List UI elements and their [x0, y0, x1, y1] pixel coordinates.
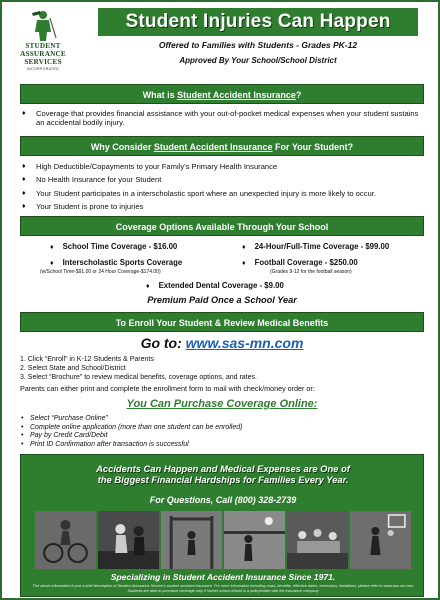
- list-item: • Print ID Confirmation after transaction is successful: [20, 441, 424, 450]
- photo-bike: [35, 511, 96, 569]
- bar-underline: Student Accident Insurance: [153, 142, 273, 152]
- coverage-dental: ♦ Extended Dental Coverage - $9.00: [146, 281, 284, 290]
- list-item: 2. Select State and School/District: [20, 364, 126, 372]
- photo-strip: [35, 511, 411, 569]
- bar-prefix: Why Consider: [90, 142, 154, 152]
- section-bar-enroll: To Enroll Your Student & Review Medical Benefits: [20, 312, 424, 332]
- goto-line: [20, 335, 424, 351]
- photo-basketball: [350, 511, 411, 569]
- footer-headline: Accidents Can Happen and Medical Expenses are One of the Biggest Financial Hardships for Families Every Year.: [96, 463, 350, 485]
- why-consider-list: [20, 162, 424, 216]
- coverage-football: ♦ Football Coverage - $250.00: [242, 258, 358, 267]
- list-item: ♦ Your Student participates in a interscholastic sport where an unexpected injury is more likely to occur.: [22, 188, 376, 198]
- section-bar-why-consider: [20, 136, 424, 156]
- goto-label: Go to:: [140, 335, 182, 351]
- what-is-list: [20, 109, 424, 132]
- coverage-football-note: (Grades 9-12 for the football season): [270, 269, 352, 275]
- logo-line-1: STUDENT: [25, 42, 61, 50]
- coverage-school-time: ♦ School Time Coverage - $16.00: [50, 242, 178, 251]
- footer-panel: [20, 454, 424, 597]
- page-title: Student Injuries Can Happen: [98, 8, 418, 36]
- diamond-bullet-icon: ♦: [242, 244, 246, 251]
- either-text: Parents can either print and complete the enrollment form to mail with check/money order or:: [20, 384, 315, 393]
- coverage-sports-note: (w/School Time-$91.00 or 24 Hour Coverage-$174.00): [40, 269, 161, 275]
- subtitle-approved: Approved By Your School/School District: [179, 56, 337, 65]
- diamond-bullet-icon: ♦: [22, 189, 26, 197]
- subtitle-grades: Offered to Families with Students - Grades PK-12: [158, 40, 358, 50]
- online-steps: [20, 415, 424, 449]
- website-link[interactable]: www.sas-mn.com: [185, 335, 304, 351]
- list-item: 1. Click “Enroll” in K-12 Students & Parents: [20, 356, 154, 363]
- list-item: ♦ Coverage that provides financial assistance with your out-of-pocket medical expenses when your student sustains an accidental bodily injury.: [22, 109, 419, 128]
- logo-line-2: ASSURANCE: [20, 50, 66, 58]
- diamond-bullet-icon: ♦: [22, 163, 26, 170]
- company-logo: [8, 8, 78, 78]
- list-item: ♦ Your Student is prone to injuries: [22, 202, 144, 212]
- list-item: • Complete online application (more than one student can be enrolled): [20, 424, 424, 433]
- bar-suffix: ?: [295, 90, 302, 100]
- logo-sub: INCORPORATED: [26, 67, 60, 71]
- diamond-bullet-icon: ♦: [50, 260, 54, 267]
- disclaimer-text: The above information is just a brief description of Student Assurance Service's student accident insurance. For more information including costs, benefits, effective dates, exclusions, limitations, please refer to www.sas-mn.com Students are able to purchase coverage only if his/her school district is a policyholder with the insurance company: [32, 584, 414, 593]
- list-item: ♦ High Deductible/Copayments to your Family's Primary Health Insurance: [22, 162, 278, 171]
- photo-football: [98, 511, 159, 569]
- diamond-bullet-icon: ♦: [50, 244, 54, 251]
- list-item: ♦ No Health Insurance for your Student: [22, 175, 162, 185]
- coverage-sports: ♦ Interscholastic Sports Coverage: [50, 258, 183, 267]
- logo-line-3: SERVICES: [24, 58, 62, 66]
- minuteman-logo-icon: [26, 8, 60, 42]
- list-item: • Pay by Credit Card/Debit: [20, 432, 424, 441]
- premium-note: Premium Paid Once a School Year: [147, 295, 297, 305]
- bar-suffix: For Your Student?: [272, 142, 354, 152]
- diamond-bullet-icon: ♦: [242, 260, 246, 267]
- list-item: • Select “Purchase Online”: [20, 415, 424, 424]
- diamond-bullet-icon: ♦: [146, 283, 150, 290]
- phone-line: For Questions, Call (800) 328-2739: [149, 495, 297, 505]
- diamond-bullet-icon: ♦: [22, 176, 26, 184]
- online-title: You Can Purchase Coverage Online:: [126, 398, 318, 410]
- photo-playground: [161, 511, 222, 569]
- enroll-steps: [20, 356, 424, 382]
- list-item: 3. Select “Brochure” to review medical benefits, coverage options, and rates.: [20, 373, 257, 381]
- section-bar-coverage-options: Coverage Options Available Through Your School: [20, 216, 424, 236]
- bar-underline: Student Accident Insurance: [177, 90, 296, 100]
- coverage-full-time: ♦ 24-Hour/Full-Time Coverage - $99.00: [242, 242, 390, 251]
- photo-volleyball: [224, 511, 285, 569]
- diamond-bullet-icon: ♦: [22, 110, 26, 117]
- section-bar-what-is: [20, 84, 424, 104]
- diamond-bullet-icon: ♦: [22, 203, 26, 211]
- bar-prefix: What is: [142, 90, 178, 100]
- specializing-tagline: Specializing in Student Accident Insurance Since 1971.: [110, 572, 336, 582]
- photo-classroom: [287, 511, 348, 569]
